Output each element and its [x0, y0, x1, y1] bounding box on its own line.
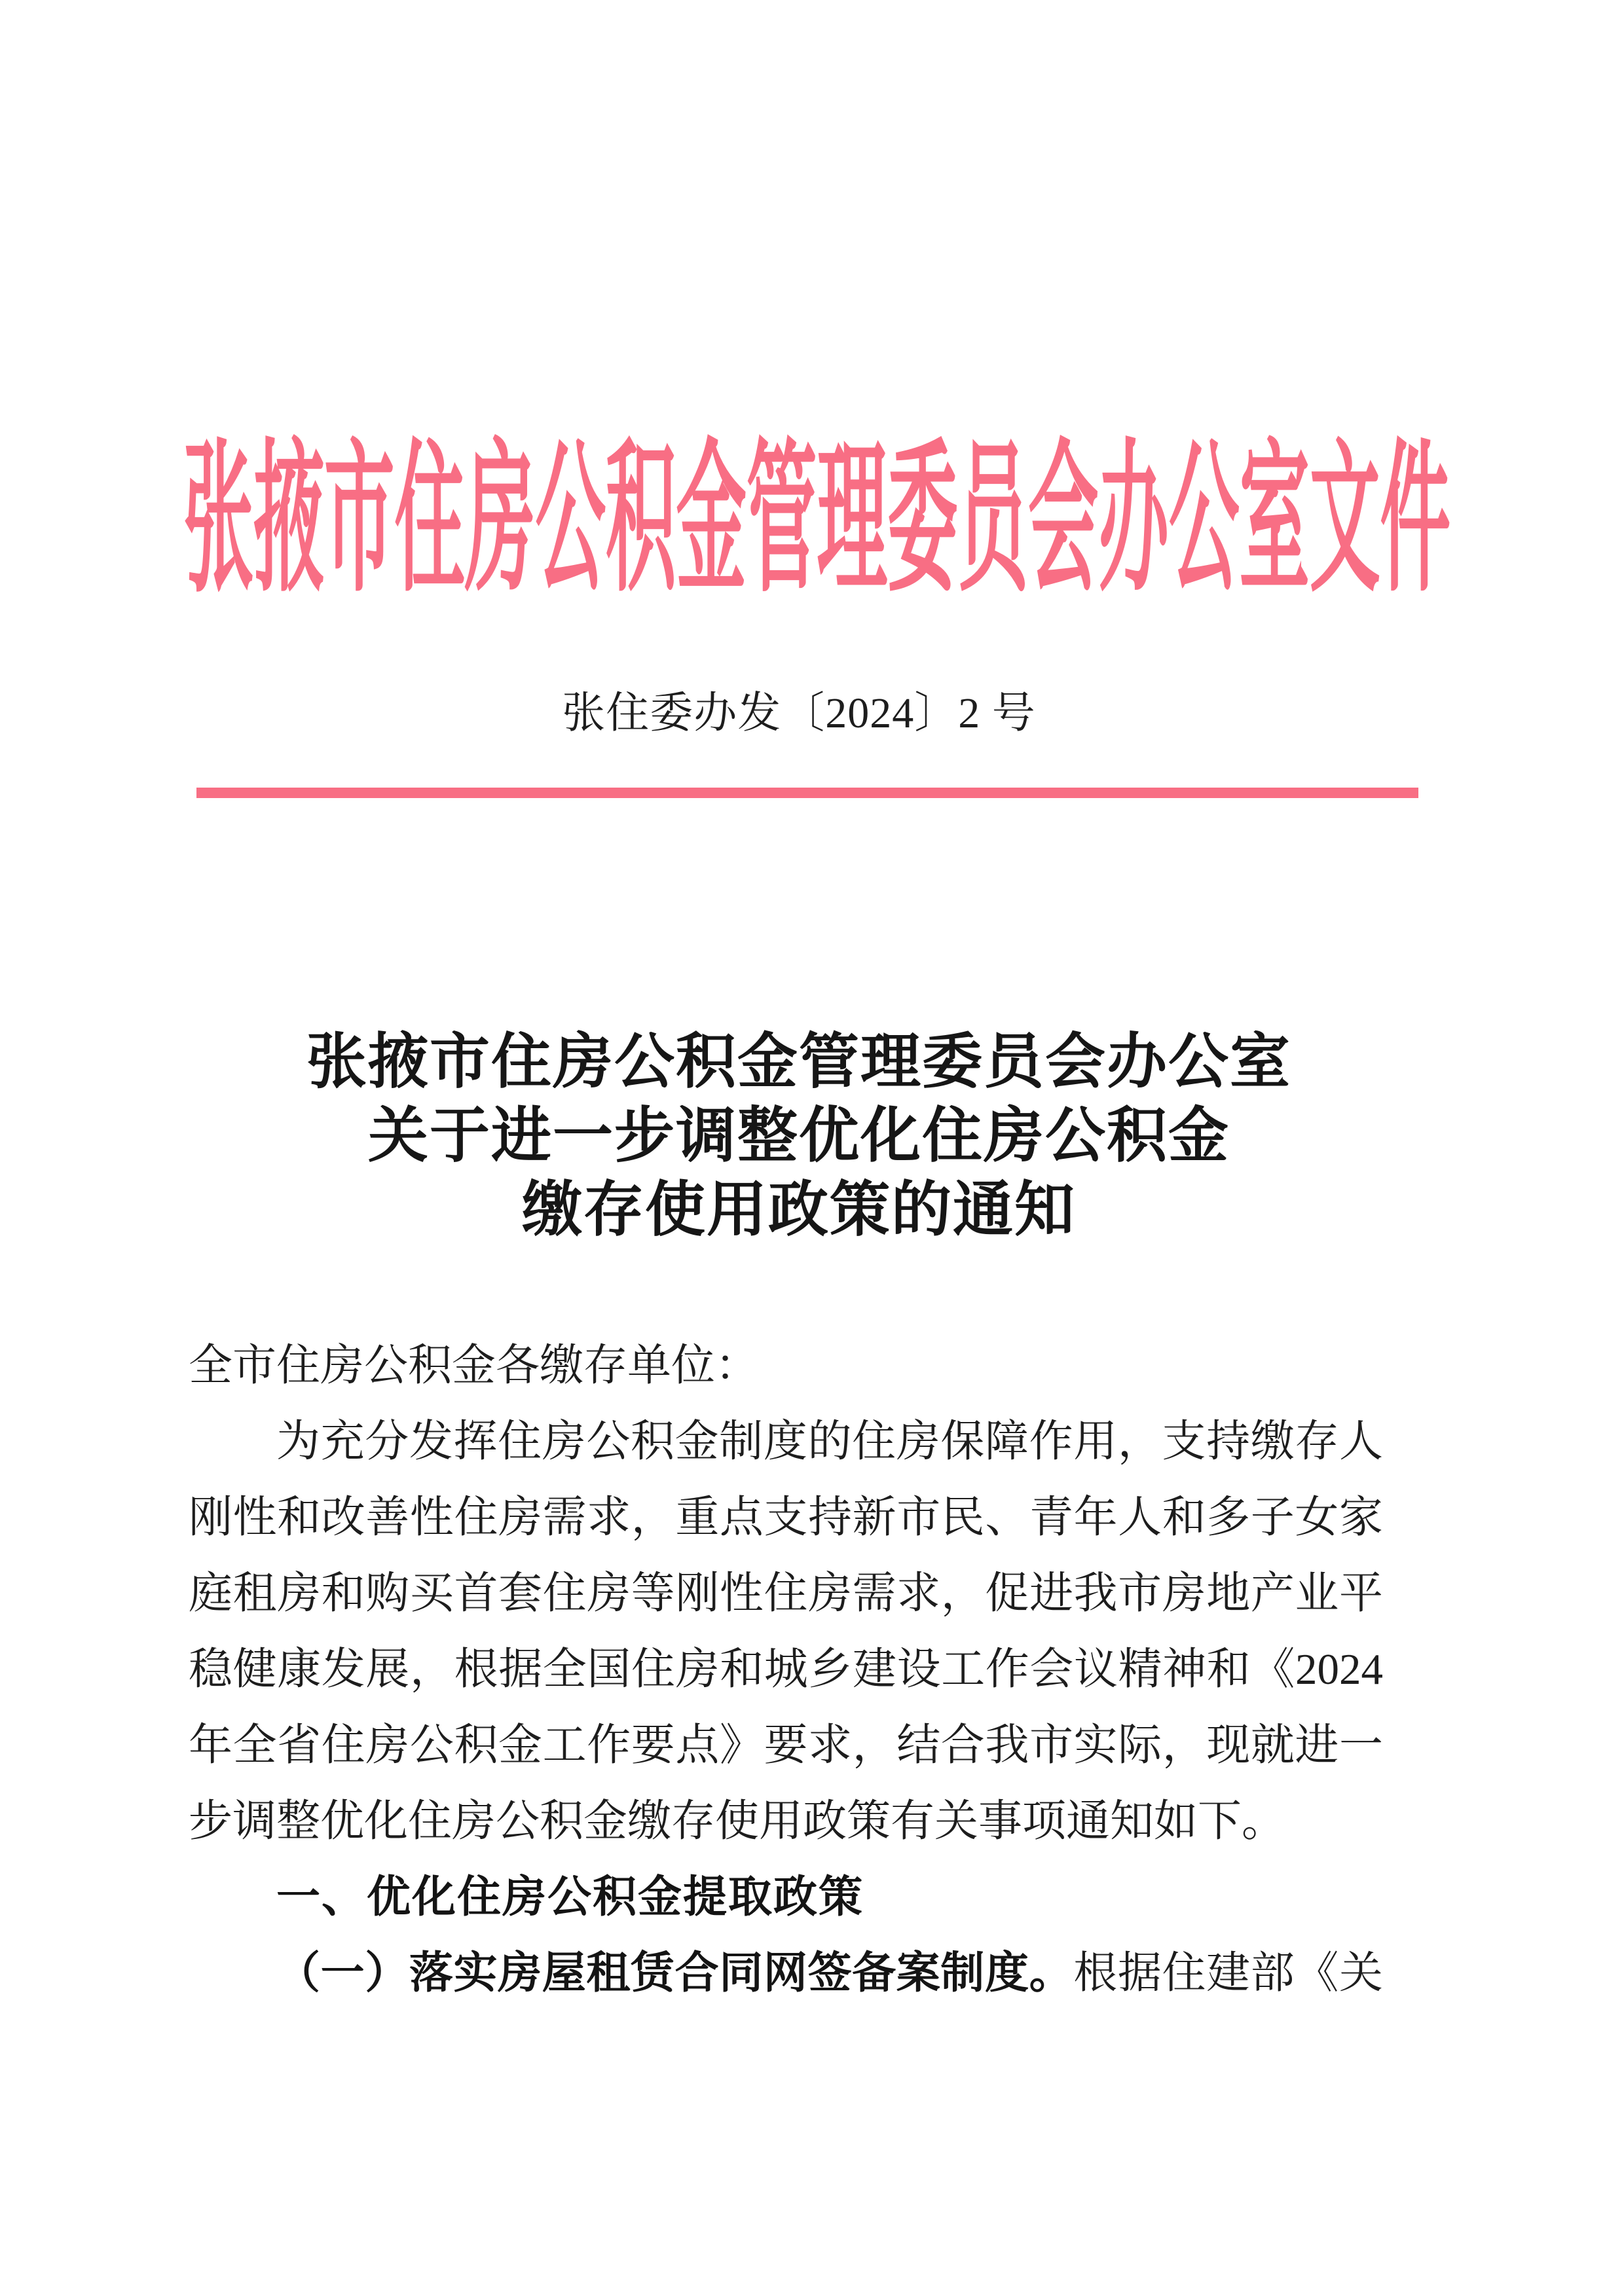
title-line-1: 张掖市住房公积金管理委员会办公室	[306, 1029, 1291, 1095]
document-title	[0, 1025, 1598, 1247]
body-line-5: 年全省住房公积金工作要点》要求，结合我市实际，现就进一	[189, 1721, 1383, 1770]
red-divider-line	[196, 788, 1418, 798]
subsection-line	[189, 1935, 1383, 2011]
subsection-regular-text: 根据住建部《关	[1073, 1949, 1383, 1997]
body-line-1: 为充分发挥住房公积金制度的住房保障作用，支持缴存人	[276, 1417, 1383, 1466]
doc-number: 张住委办发〔2024〕2 号	[562, 689, 1036, 737]
title-line-3: 缴存使用政策的通知	[521, 1176, 1076, 1243]
salutation-line: 全市住房公积金各缴存单位：	[189, 1341, 759, 1390]
document-body	[189, 1328, 1383, 2011]
title-line-2: 关于进一步调整优化住房公积金	[367, 1102, 1230, 1169]
body-line-4: 稳健康发展，根据全国住房和城乡建设工作会议精神和《2024	[189, 1645, 1383, 1694]
subsection-bold-text: （一）落实房屋租赁合同网签备案制度。	[276, 1949, 1074, 1997]
masthead-title: 张掖市住房公积金管理委员会办公室文件	[183, 430, 1450, 611]
section-heading: 一、优化住房公积金提取政策	[276, 1872, 864, 1922]
body-line-2: 刚性和改善性住房需求，重点支持新市民、青年人和多子女家	[189, 1493, 1383, 1542]
body-line-6: 步调整优化住房公积金缴存使用政策有关事项通知如下。	[189, 1797, 1285, 1846]
body-line-3: 庭租房和购买首套住房等刚性住房需求，促进我市房地产业平	[189, 1569, 1383, 1618]
